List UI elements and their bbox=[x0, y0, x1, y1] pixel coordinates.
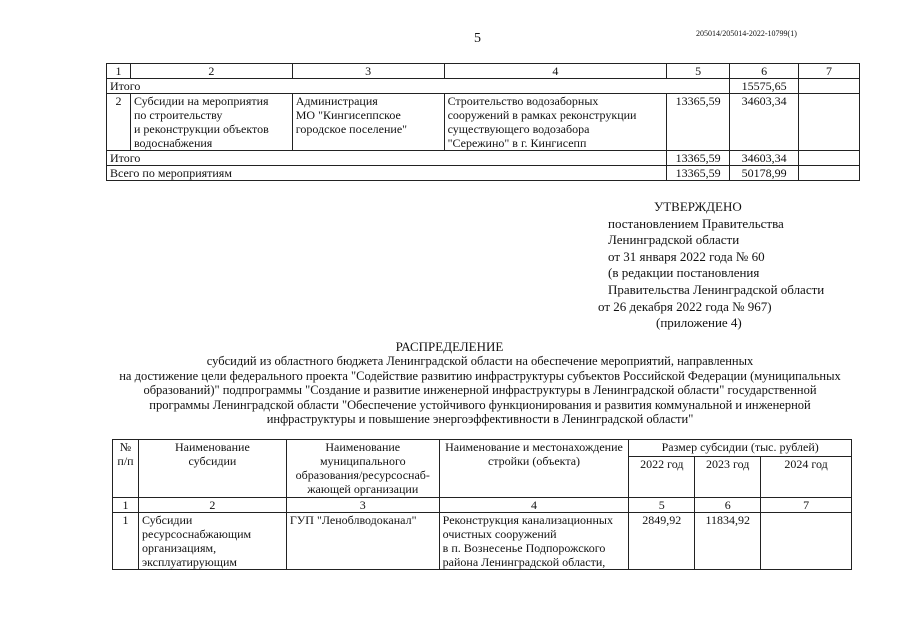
column-number-row bbox=[113, 498, 852, 513]
total-row bbox=[107, 166, 860, 181]
col-number: 1 bbox=[107, 64, 131, 79]
header-2022: 2022 год bbox=[629, 457, 695, 498]
subsidy-name: Субсидии на мероприятия по строительству и реконструкции объектов водоснабжения bbox=[130, 94, 292, 151]
empty-cell bbox=[799, 94, 860, 151]
empty-cell bbox=[799, 79, 860, 94]
distribution-title: РАСПРЕДЕЛЕНИЕ bbox=[395, 339, 504, 354]
value-2023: 11834,92 bbox=[695, 513, 761, 570]
approval-title: УТВЕРЖДЕНО bbox=[654, 199, 742, 214]
col-number: 6 bbox=[730, 64, 799, 79]
header-num: № п/п bbox=[113, 440, 139, 498]
col-number: 5 bbox=[629, 498, 695, 513]
header-object: Наименование и местонахождение стройки (объекта) bbox=[439, 440, 629, 498]
itogo-row bbox=[107, 79, 860, 94]
value-col5: 13365,59 bbox=[667, 94, 730, 151]
col-number: 7 bbox=[761, 498, 852, 513]
value-2022: 2849,92 bbox=[629, 513, 695, 570]
empty-cell bbox=[799, 166, 860, 181]
col-number: 1 bbox=[113, 498, 139, 513]
total-col5: 13365,59 bbox=[667, 166, 730, 181]
col-number: 3 bbox=[292, 64, 444, 79]
col-number: 4 bbox=[439, 498, 629, 513]
value-col6: 34603,34 bbox=[730, 94, 799, 151]
itogo-label: Итого bbox=[107, 151, 667, 166]
header-2023: 2023 год bbox=[695, 457, 761, 498]
approval-block bbox=[598, 199, 868, 332]
column-number-row bbox=[107, 64, 860, 79]
header-subsidy: Наименование субсидии bbox=[138, 440, 286, 498]
total-label: Всего по мероприятиям bbox=[107, 166, 667, 181]
object-name: Строительство водозаборных сооружений в рамках реконструкции существующего водозабора "Сережино" в г. Кингисепп bbox=[444, 94, 667, 151]
organization-name: Администрация МО "Кингисеппское городское поселение" bbox=[292, 94, 444, 151]
total-col6: 50178,99 bbox=[730, 166, 799, 181]
header-2024: 2024 год bbox=[761, 457, 852, 498]
empty-cell bbox=[799, 151, 860, 166]
organization-name: ГУП "Леноблводоканал" bbox=[286, 513, 439, 570]
col-number: 3 bbox=[286, 498, 439, 513]
col-number: 5 bbox=[667, 64, 730, 79]
col-number: 2 bbox=[138, 498, 286, 513]
col-number: 6 bbox=[695, 498, 761, 513]
header-row bbox=[113, 440, 852, 457]
table-row bbox=[107, 94, 860, 151]
approval-line: от 31 января 2022 года № 60 bbox=[608, 248, 765, 264]
itogo-col5: 13365,59 bbox=[667, 151, 730, 166]
page-number: 5 bbox=[474, 31, 481, 46]
approval-line: (в редакции постановления bbox=[608, 265, 760, 281]
approval-line: Правительства Ленинградской области bbox=[608, 281, 825, 297]
approval-line: Ленинградской области bbox=[608, 232, 740, 248]
subsidy-name: Субсидии ресурсоснабжающим организациям, эксплуатирующим bbox=[138, 513, 286, 570]
header-org: Наименование муниципального образования/ресурсоснаб- жающей организации bbox=[286, 440, 439, 498]
distribution-table bbox=[112, 439, 852, 570]
col-number: 2 bbox=[130, 64, 292, 79]
table-row bbox=[113, 513, 852, 570]
approval-line: от 26 декабря 2022 года № 967) bbox=[598, 298, 772, 314]
document-code: 205014/205014-2022-10799(1) bbox=[696, 29, 797, 38]
distribution-description: субсидий из областного бюджета Ленинградской области на обеспечение мероприятий, направленных на достижение цели федерального проекта "Содействие развитию инфраструктуры субъектов Российской Федерации (муниципальных образований)" подпрограммы "Создание и развитие инженерной инфраструктуры в Ленинградской области" государственной программы Ленинградской области "Обеспечение устойчивого функционирования и развития коммунальной и инженерной инфраструктуры и повышение энергоэффективности в Ленинградской области" bbox=[119, 354, 841, 427]
value-2024 bbox=[761, 513, 852, 570]
row-number: 1 bbox=[113, 513, 139, 570]
itogo-col6: 34603,34 bbox=[730, 151, 799, 166]
itogo-label: Итого bbox=[107, 79, 730, 94]
row-number: 2 bbox=[107, 94, 131, 151]
header-size: Размер субсидии (тыс. рублей) bbox=[629, 440, 852, 457]
approval-line: (приложение 4) bbox=[656, 315, 742, 331]
subsidy-table-continued bbox=[106, 63, 860, 181]
itogo-row bbox=[107, 151, 860, 166]
object-name: Реконструкция канализационных очистных сооружений в п. Вознесенье Подпорожского района Ленинградской области, bbox=[439, 513, 629, 570]
col-number: 4 bbox=[444, 64, 667, 79]
approval-line: постановлением Правительства bbox=[608, 215, 784, 231]
itogo-col6: 15575,65 bbox=[730, 79, 799, 94]
col-number: 7 bbox=[799, 64, 860, 79]
